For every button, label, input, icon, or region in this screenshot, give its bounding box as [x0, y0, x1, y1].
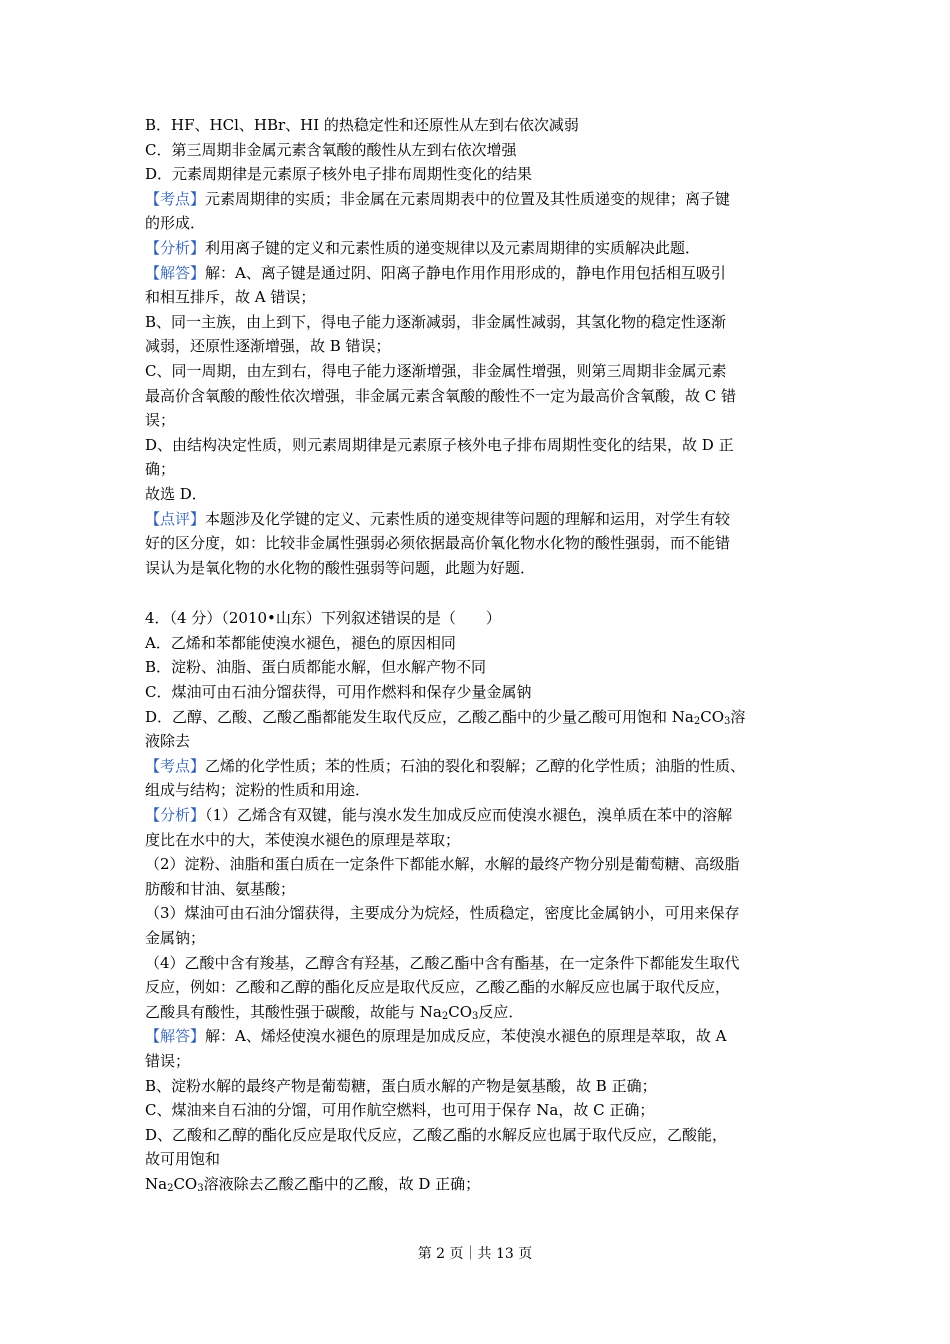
kaodian-tag: 【考点】: [145, 756, 206, 775]
kaodian-tag: 【考点】: [145, 189, 206, 208]
q3-dianping: [145, 507, 813, 532]
q4-option-d: D．乙醇、乙酸、乙酸乙酯都能发生取代反应，乙酸乙酯中的少量乙酸可用饱和 $Na_2CO_3$溶: [145, 707, 746, 727]
q3-fenxi: [145, 236, 813, 261]
q4-fenxi-line: 肪酸和甘油、氨基酸；: [145, 879, 296, 898]
q3-jieda-line: 误；: [145, 411, 176, 430]
q4-jieda-line: 错误；: [145, 1051, 191, 1070]
fenxi-text: （1）乙烯含有双键，能与溴水发生加成反应而使溴水褪色，溴单质在苯中的溶解: [205, 806, 733, 825]
jieda-tag: 【解答】: [145, 1027, 206, 1046]
q4-fenxi-line: 度比在水中的大，苯使溴水褪色的原理是萃取；: [145, 830, 461, 849]
fenxi-tag: 【分析】: [145, 806, 206, 825]
jieda-tag: 【解答】: [145, 263, 206, 282]
page-footer: 第 2 页｜共 13 页: [417, 1246, 533, 1262]
q4-option-d-cont: 液除去: [145, 732, 191, 751]
document-body: [145, 113, 813, 1197]
q4-fenxi-line: 金属钠；: [145, 929, 206, 947]
q4-fenxi-line: 乙酸具有酸性，其酸性强于碳酸，故能与 $Na_2CO_3$反应．: [145, 1002, 524, 1022]
q3-kaodian: [145, 187, 813, 212]
q4-jieda: [145, 1024, 813, 1049]
q4-fenxi: [145, 803, 813, 828]
q4-jieda-line: 故可用饱和: [145, 1150, 221, 1169]
q3-dianping-line: 好的区分度，如：比较非金属性强弱必须依据最高价氧化物水化物的酸性强弱，而不能错: [145, 534, 731, 553]
q4-jieda-line: B、淀粉水解的最终产物是葡萄糖，蛋白质水解的产物是氨基酸，故 B 正确；: [145, 1076, 657, 1095]
kaodian-text: 乙烯的化学性质；苯的性质；石油的裂化和裂解；乙醇的化学性质；油脂的性质、: [205, 756, 746, 775]
q4-fenxi-line: （4）乙酸中含有羧基，乙醇含有羟基，乙酸乙酯中含有酯基，在一定条件下都能发生取代: [145, 953, 740, 972]
q3-jieda: [145, 261, 813, 286]
q4-jieda-line: D、乙酸和乙醇的酯化反应是取代反应，乙酸乙酯的水解反应也属于取代反应，乙酸能，: [145, 1125, 728, 1144]
q3-jieda-line: C、同一周期，由左到右，得电子能力逐渐增强，非金属性增强，则第三周期非金属元素: [145, 361, 727, 380]
q3-jieda-line: B、同一主族，由上到下，得电子能力逐渐减弱，非金属性减弱，其氢化物的稳定性逐渐: [145, 312, 727, 331]
section-gap: [145, 580, 813, 606]
q4-fenxi-line: （3）煤油可由石油分馏获得，主要成分为烷烃，性质稳定，密度比金属钠小，可用来保存: [145, 904, 740, 923]
q4-kaodian: [145, 754, 813, 779]
q3-jieda-line: 故选 D．: [145, 484, 207, 503]
q3-option-b: B．HF、HCl、HBr、HI 的热稳定性和还原性从左到右依次减弱: [145, 116, 579, 134]
dianping-text: 本题涉及化学键的定义、元素性质的递变规律等问题的理解和运用，对学生有较: [205, 509, 731, 528]
q4-stem: 4．（4 分）（2010•山东）下列叙述错误的是（ ）: [145, 609, 501, 628]
q4-fenxi-line: （2）淀粉、油脂和蛋白质在一定条件下都能水解，水解的最终产物分别是葡萄糖、高级脂: [145, 855, 740, 874]
dianping-tag: 【点评】: [145, 509, 206, 528]
jieda-text: 解：A、烯烃使溴水褪色的原理是加成反应，苯使溴水褪色的原理是萃取，故 A: [205, 1027, 727, 1046]
q3-dianping-line: 误认为是氧化物的水化物的酸性强弱等问题，此题为好题．: [145, 558, 536, 577]
q3-jieda-line: 和相互排斥，故 A 错误；: [145, 288, 316, 307]
q3-option-c: C．第三周期非金属元素含氧酸的酸性从左到右依次增强: [145, 140, 517, 159]
q3-jieda-line: D、由结构决定性质，则元素周期律是元素原子核外电子排布周期性变化的结果，故 D 正: [145, 435, 734, 454]
q3-option-d: D．元素周期律是元素原子核外电子排布周期性变化的结果: [145, 165, 533, 184]
q4-jieda-line: $Na_2CO_3$溶液除去乙酸乙酯中的乙酸，故 D 正确；: [145, 1174, 481, 1194]
q4-option-b: B．淀粉、油脂、蛋白质都能水解，但水解产物不同: [145, 658, 487, 677]
fenxi-tag: 【分析】: [145, 238, 206, 257]
q3-jieda-line: 确；: [145, 460, 176, 479]
q3-kaodian-cont: 的形成．: [145, 214, 206, 233]
kaodian-text: 元素周期律的实质；非金属在元素周期表中的位置及其性质递变的规律；离子键: [205, 189, 731, 208]
q4-fenxi-line: 反应，例如：乙酸和乙醇的酯化反应是取代反应，乙酸乙酯的水解反应也属于取代反应，: [145, 978, 731, 997]
fenxi-text: 利用离子键的定义和元素性质的递变规律以及元素周期律的实质解决此题．: [205, 238, 701, 257]
jieda-text: 解：A、离子键是通过阴、阳离子静电作用作用形成的，静电作用包括相互吸引: [205, 263, 726, 282]
q4-jieda-line: C、煤油来自石油的分馏，可用作航空燃料，也可用于保存 Na，故 C 正确；: [145, 1101, 655, 1120]
q4-option-a: A．乙烯和苯都能使溴水褪色，褪色的原因相同: [145, 633, 456, 652]
q3-jieda-line: 减弱，还原性逐渐增强，故 B 错误；: [145, 337, 391, 356]
q4-kaodian-cont: 组成与结构；淀粉的性质和用途．: [145, 781, 371, 800]
q3-jieda-line: 最高价含氧酸的酸性依次增强，非金属元素含氧酸的酸性不一定为最高价含氧酸，故 C 错: [145, 386, 737, 405]
q4-option-c: C．煤油可由石油分馏获得，可用作燃料和保存少量金属钠: [145, 683, 532, 702]
